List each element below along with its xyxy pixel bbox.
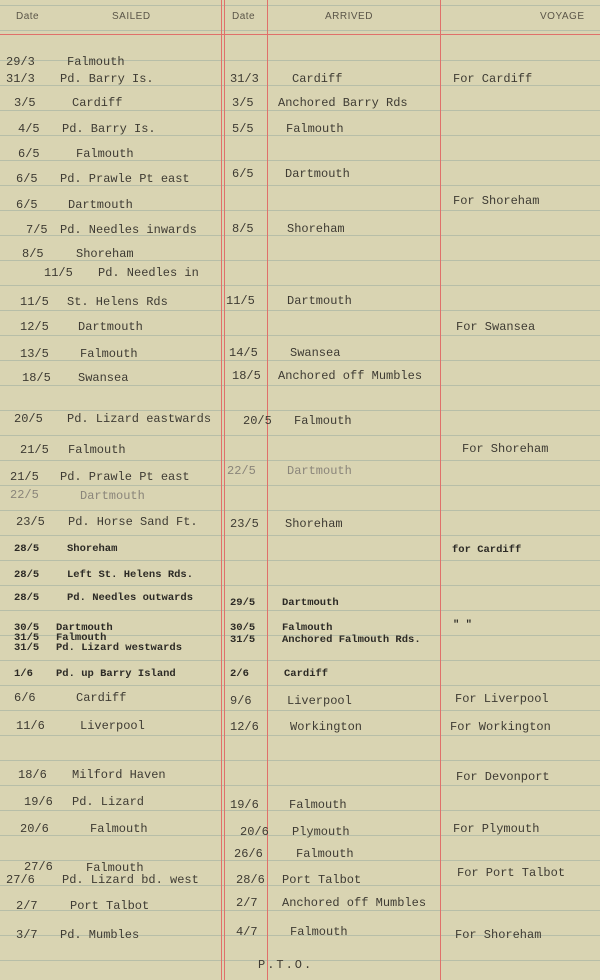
arrival-date: 18/5 bbox=[232, 369, 261, 383]
sailed-place: Dartmouth bbox=[56, 622, 113, 634]
voyage: For Plymouth bbox=[453, 822, 540, 836]
sail-date: 29/3 bbox=[6, 55, 35, 69]
arrival-date: 3/5 bbox=[232, 96, 254, 110]
arrived-place: Falmouth bbox=[289, 798, 347, 812]
sailed-place: Liverpool bbox=[80, 719, 145, 733]
sailed-place: Falmouth bbox=[68, 443, 126, 457]
sailed-place: Dartmouth bbox=[68, 198, 133, 212]
sail-date: 18/5 bbox=[22, 371, 51, 385]
sailed-place: Shoreham bbox=[67, 543, 118, 555]
sail-date: 7/5 bbox=[26, 223, 48, 237]
sail-date: 27/6 bbox=[24, 860, 53, 874]
header-date-arrived: Date bbox=[232, 11, 256, 22]
sailed-place: Left St. Helens Rds. bbox=[67, 569, 194, 581]
arrival-date: 20/5 bbox=[243, 414, 272, 428]
arrival-date: 31/5 bbox=[230, 634, 256, 646]
sail-date: 21/5 bbox=[10, 470, 39, 484]
sailed-place: Pd. Lizard bd. west bbox=[62, 873, 199, 887]
arrived-place: Cardiff bbox=[292, 72, 343, 86]
sailed-place: Falmouth bbox=[67, 55, 125, 69]
arrived-place: Dartmouth bbox=[282, 597, 339, 609]
arrived-place: Falmouth bbox=[286, 122, 344, 136]
sail-date: 13/5 bbox=[20, 347, 49, 361]
arrival-date: 6/5 bbox=[232, 167, 254, 181]
arrived-place: Shoreham bbox=[287, 222, 345, 236]
sail-date: 8/5 bbox=[22, 247, 44, 261]
arrived-place: Dartmouth bbox=[287, 294, 352, 308]
sail-date: 31/5 bbox=[14, 632, 40, 644]
arrival-date: 20/6 bbox=[240, 825, 269, 839]
sail-date: 3/5 bbox=[14, 96, 36, 110]
arrived-place: Anchored Falmouth Rds. bbox=[282, 634, 421, 646]
sail-date: 21/5 bbox=[20, 443, 49, 457]
header-date-sailed: Date bbox=[16, 11, 40, 22]
arrived-place: Falmouth bbox=[290, 925, 348, 939]
voyage: For Shoreham bbox=[453, 194, 540, 208]
sail-date: 6/5 bbox=[18, 147, 40, 161]
arrival-date: 2/7 bbox=[236, 896, 258, 910]
arrived-place: Swansea bbox=[290, 346, 341, 360]
sail-date: 11/5 bbox=[44, 266, 73, 280]
arrived-place: Falmouth bbox=[296, 847, 354, 861]
sailed-place: Dartmouth bbox=[78, 320, 143, 334]
sailed-place: Pd. up Barry Island bbox=[56, 668, 176, 680]
sailed-place: Dartmouth bbox=[80, 489, 145, 503]
arrived-place: Anchored Barry Rds bbox=[278, 96, 408, 110]
sail-date: 20/5 bbox=[14, 412, 43, 426]
arrived-place: Plymouth bbox=[292, 825, 350, 839]
arrived-place: Liverpool bbox=[287, 694, 352, 708]
voyage: For Liverpool bbox=[455, 692, 549, 706]
sail-date: 22/5 bbox=[10, 488, 39, 502]
column-divider-sailed bbox=[221, 0, 222, 980]
voyage: For Shoreham bbox=[462, 442, 549, 456]
arrived-place: Dartmouth bbox=[287, 464, 352, 478]
sailed-place: St. Helens Rds bbox=[67, 295, 168, 309]
voyage: For Cardiff bbox=[453, 72, 533, 86]
sail-date: 12/5 bbox=[20, 320, 49, 334]
sailed-place: Pd. Needles outwards bbox=[67, 592, 194, 604]
sail-date: 6/5 bbox=[16, 198, 38, 212]
arrived-place: Port Talbot bbox=[282, 873, 362, 887]
sail-date: 3/7 bbox=[16, 928, 38, 942]
sail-date: 31/5 bbox=[14, 642, 40, 654]
sailed-place: Pd. Lizard eastwards bbox=[67, 412, 212, 426]
header-rule bbox=[0, 34, 600, 35]
arrival-date: 9/6 bbox=[230, 694, 252, 708]
sailed-place: Pd. Lizard bbox=[72, 795, 145, 809]
voyage: For Port Talbot bbox=[457, 866, 566, 880]
sailed-place: Milford Haven bbox=[72, 768, 166, 782]
voyage: " " bbox=[453, 619, 472, 631]
sail-date: 28/5 bbox=[14, 592, 40, 604]
sailed-place: Pd. Barry Is. bbox=[60, 72, 154, 86]
sail-date: 6/5 bbox=[16, 172, 38, 186]
sailed-place: Cardiff bbox=[72, 96, 123, 110]
voyage: For Workington bbox=[450, 720, 551, 734]
arrival-date: 30/5 bbox=[230, 622, 256, 634]
arrival-date: 11/5 bbox=[226, 294, 255, 308]
sailed-place: Falmouth bbox=[56, 632, 107, 644]
arrival-date: 5/5 bbox=[232, 122, 254, 136]
arrival-date: 8/5 bbox=[232, 222, 254, 236]
voyage: For Devonport bbox=[456, 770, 550, 784]
arrival-date: 28/6 bbox=[236, 873, 265, 887]
sail-date: 28/5 bbox=[14, 569, 40, 581]
sail-date: 2/7 bbox=[16, 899, 38, 913]
arrived-place: Anchored off Mumbles bbox=[282, 896, 427, 910]
arrival-date: 19/6 bbox=[230, 798, 259, 812]
sailed-place: Cardiff bbox=[76, 691, 127, 705]
sail-date: 6/6 bbox=[14, 691, 36, 705]
arrival-date: 14/5 bbox=[229, 346, 258, 360]
arrival-date: 2/6 bbox=[230, 668, 249, 680]
arrived-place: Anchored off Mumbles bbox=[278, 369, 423, 383]
arrival-date: 31/3 bbox=[230, 72, 259, 86]
arrived-place: Dartmouth bbox=[285, 167, 350, 181]
voyage: For Swansea bbox=[456, 320, 536, 334]
sailed-place: Pd. Prawle Pt east bbox=[60, 470, 190, 484]
voyage: For Shoreham bbox=[455, 928, 542, 942]
arrived-place: Falmouth bbox=[282, 622, 333, 634]
column-divider-arrived bbox=[440, 0, 441, 980]
sail-date: 18/6 bbox=[18, 768, 47, 782]
pto-note: P.T.O. bbox=[258, 958, 314, 972]
sailed-place: Falmouth bbox=[90, 822, 148, 836]
sailed-place: Pd. Lizard westwards bbox=[56, 642, 183, 654]
arrival-date: 4/7 bbox=[236, 925, 258, 939]
sailed-place: Falmouth bbox=[86, 861, 144, 875]
sailed-place: Pd. Horse Sand Ft. bbox=[68, 515, 198, 529]
sail-date: 20/6 bbox=[20, 822, 49, 836]
sailed-place: Falmouth bbox=[76, 147, 134, 161]
header-arrived: ARRIVED bbox=[325, 11, 373, 22]
sailed-place: Falmouth bbox=[80, 347, 138, 361]
sailed-place: Pd. Needles inwards bbox=[60, 223, 197, 237]
sail-date: 31/3 bbox=[6, 72, 35, 86]
header-sailed: SAILED bbox=[112, 11, 151, 22]
sailed-place: Pd. Mumbles bbox=[60, 928, 140, 942]
sail-date: 11/5 bbox=[20, 295, 49, 309]
arrival-date: 29/5 bbox=[230, 597, 256, 609]
sail-date: 4/5 bbox=[18, 122, 40, 136]
sail-date: 28/5 bbox=[14, 543, 40, 555]
sail-date: 27/6 bbox=[6, 873, 35, 887]
column-divider-sailed-double bbox=[224, 0, 225, 980]
sail-date: 19/6 bbox=[24, 795, 53, 809]
sail-date: 1/6 bbox=[14, 668, 33, 680]
arrived-place: Workington bbox=[290, 720, 363, 734]
sail-date: 11/6 bbox=[16, 719, 45, 733]
header-voyage: VOYAGE bbox=[540, 11, 585, 22]
arrival-date: 23/5 bbox=[230, 517, 259, 531]
sailed-place: Pd. Needles in bbox=[98, 266, 199, 280]
sailed-place: Swansea bbox=[78, 371, 129, 385]
arrived-place: Falmouth bbox=[294, 414, 352, 428]
sailed-place: Port Talbot bbox=[70, 899, 150, 913]
sailed-place: Pd. Barry Is. bbox=[62, 122, 156, 136]
arrived-place: Shoreham bbox=[285, 517, 343, 531]
voyage: for Cardiff bbox=[452, 544, 522, 556]
arrival-date: 22/5 bbox=[227, 464, 256, 478]
sail-date: 30/5 bbox=[14, 622, 40, 634]
sail-date: 23/5 bbox=[16, 515, 45, 529]
sailed-place: Shoreham bbox=[76, 247, 134, 261]
arrival-date: 26/6 bbox=[234, 847, 263, 861]
arrived-place: Cardiff bbox=[284, 668, 329, 680]
sailed-place: Pd. Prawle Pt east bbox=[60, 172, 190, 186]
arrival-date: 12/6 bbox=[230, 720, 259, 734]
